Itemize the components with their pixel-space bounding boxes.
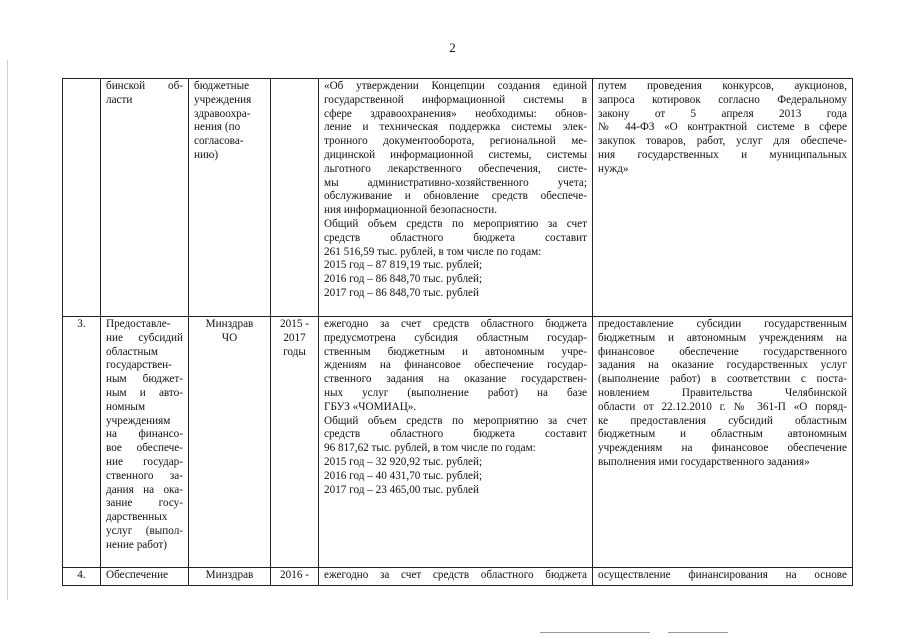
table-row bbox=[63, 317, 853, 568]
description-cell: ежегодно за счет средств областного бюджета bbox=[319, 568, 593, 586]
measure-name-cell: Предоставле- ние субсидий областным государствен- ным бюджет- ным и авто- номным учреждениям на финансо- вое обеспече- ние государ- ственного за- дания на ока- зание госу- дарственных услуг (выпол- нение работ) bbox=[101, 317, 189, 568]
scan-artifact-line bbox=[668, 632, 728, 633]
table-row bbox=[63, 568, 853, 586]
measure-name-cell: бинской об- ласти bbox=[101, 79, 189, 317]
row-number-cell: 3. bbox=[63, 317, 101, 568]
legal-basis-cell: путем проведения конкурсов, аукционов, запроса котировок согласно Федеральному закону от 5 апреля 2013 года № 44-ФЗ «О контрактной системе в сфере закупок товаров, работ, услуг для обеспече- ния государственных и муниципальных нужд» bbox=[593, 79, 853, 317]
scan-artifact-line bbox=[540, 632, 650, 633]
responsible-cell: Минздрав bbox=[189, 568, 271, 586]
page-number: 2 bbox=[449, 40, 456, 55]
row-number-cell: 4. bbox=[63, 568, 101, 586]
term-cell: 2016 - bbox=[271, 568, 319, 586]
legal-basis-cell: предоставление субсидии государственным бюджетным и автономным учреждениям на финансовое обеспечение государственного задания на оказание государственных услуг (выполнение работ) в соответствии с поста- новлением Правительства Челябинской области от 22.12.2010 г. № 361-П «О поряд- ке предоставления субсидий областным бюджетным и областным автономным учреждениям на финансовое обеспечение выполнения ими государственного задания» bbox=[593, 317, 853, 568]
measures-table bbox=[62, 78, 853, 586]
description-cell: «Об утверждении Концепции создания единой государственной информационной системы в сфере здравоохранения» необходимы: обнов- ление и техническая поддержка системы элек- тронного документооборота, региональной ме- дицинской информационной системы, системы льготного лекарственного обеспечения, систе- мы административно-хозяйственного учета; обслуживание и обновление средств обеспече- ния информационной безопасности. Общий объем средств по мероприятию за счет средств областного бюджета составит 261 516,59 тыс. рублей, в том числе по годам: 2015 год – 87 819,19 тыс. рублей; 2016 год – 86 848,70 тыс. рублей; 2017 год – 86 848,70 тыс. рублей bbox=[319, 79, 593, 317]
row-number-cell bbox=[63, 79, 101, 317]
term-cell bbox=[271, 79, 319, 317]
table-row bbox=[63, 79, 853, 317]
description-cell: ежегодно за счет средств областного бюджета предусмотрена субсидия областным государ- ственным бюджетным и автономным учре- ждениям на финансовое обеспечение государ- ственного задания на оказание государствен- ных услуг (выполнение работ) на базе ГБУЗ «ЧОМИАЦ». Общий объем средств по мероприятию за счет средств областного бюджета составит 96 817,62 тыс. рублей, в том числе по годам: 2015 год – 32 920,92 тыс. рублей; 2016 год – 40 431,70 тыс. рублей; 2017 год – 23 465,00 тыс. рублей bbox=[319, 317, 593, 568]
measure-name-cell: Обеспечение bbox=[101, 568, 189, 586]
scan-edge-artifact bbox=[7, 60, 8, 600]
responsible-cell: бюджетные учреждения здравоохра- нения (по согласова- нию) bbox=[189, 79, 271, 317]
responsible-cell: Минздрав ЧО bbox=[189, 317, 271, 568]
legal-basis-cell: осуществление финансирования на основе bbox=[593, 568, 853, 586]
term-cell: 2015 - 2017 годы bbox=[271, 317, 319, 568]
